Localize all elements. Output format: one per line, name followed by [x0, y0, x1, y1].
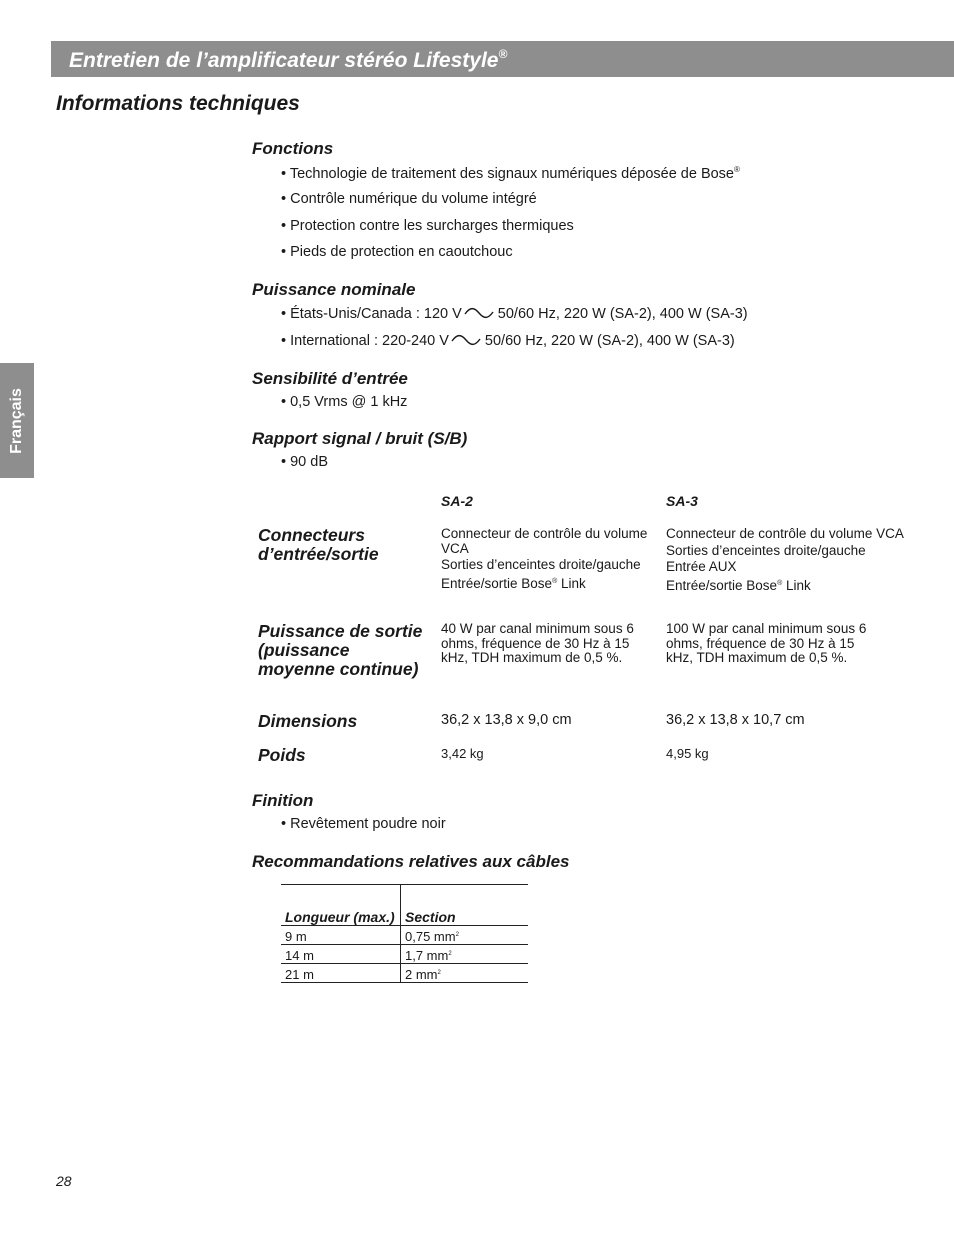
cell-length: 14 m [281, 945, 401, 964]
cell-length: 9 m [281, 926, 401, 945]
spec-connecteurs-sa3: Connecteur de contrôle du volume VCA Sorties d’enceintes droite/gauche Entrée AUX Entrée/sortie Bose® Link [666, 526, 904, 593]
section-title: Informations techniques [56, 92, 300, 115]
list-item: • Protection contre les surcharges thermiques [281, 218, 574, 234]
heading-finition: Finition [252, 791, 314, 810]
list-item: • Revêtement poudre noir [281, 816, 446, 832]
spec-label-puissance-sortie: Puissance de sortie (puissance moyenne continue) [258, 621, 423, 679]
page-number: 28 [56, 1173, 72, 1189]
list-item: • Technologie de traitement des signaux numériques déposée de Bose® [281, 165, 740, 182]
table-row [281, 964, 528, 983]
spec-puissance-sa2: 40 W par canal minimum sous 6 ohms, fréquence de 30 Hz à 15 kHz, TDH maximum de 0,5 %. [441, 621, 634, 665]
ac-wave-icon [451, 334, 481, 346]
heading-fonctions: Fonctions [252, 139, 334, 158]
table-header-row [281, 885, 528, 926]
spec-label-dimensions: Dimensions [258, 711, 358, 731]
list-item: • International : 220-240 V 50/60 Hz, 220 W (SA-2), 400 W (SA-3) [281, 333, 735, 349]
list-item: • Pieds de protection en caoutchouc [281, 244, 513, 260]
spec-poids-sa3: 4,95 kg [666, 746, 709, 761]
spec-dimensions-sa3: 36,2 x 13,8 x 10,7 cm [666, 712, 805, 728]
language-tab-label: Français [8, 387, 25, 454]
heading-sensibilite: Sensibilité d’entrée [252, 369, 408, 388]
spec-connecteurs-sa2: Connecteur de contrôle du volume VCA Sorties d’enceintes droite/gauche Entrée/sortie Bose® Link [441, 526, 648, 591]
language-tab [0, 363, 34, 478]
column-sa2: SA-2 [441, 493, 473, 509]
spec-label-poids: Poids [258, 745, 306, 765]
cell-section: 2 $mm^2$ [401, 964, 529, 983]
column-sa3: SA-3 [666, 493, 698, 509]
cable-table [281, 884, 528, 983]
table-row [281, 926, 528, 945]
cell-section: 0,75 $mm^2$ [401, 926, 529, 945]
cell-section: 1,7 $mm^2$ [401, 945, 529, 964]
header-title: Entretien de l’amplificateur stéréo Lifestyle® [69, 47, 508, 72]
spec-label-connecteurs: Connecteurs d’entrée/sortie [258, 525, 379, 564]
cell-length: 21 m [281, 964, 401, 983]
list-item: • 90 dB [281, 454, 329, 470]
list-item: • Contrôle numérique du volume intégré [281, 191, 537, 207]
list-item: • 0,5 Vrms @ 1 kHz [281, 394, 408, 410]
header-bar [51, 41, 954, 77]
list-item: • États-Unis/Canada : 120 V 50/60 Hz, 220 W (SA-2), 400 W (SA-3) [281, 306, 748, 322]
heading-rapport: Rapport signal / bruit (S/B) [252, 429, 468, 448]
spec-poids-sa2: 3,42 kg [441, 746, 484, 761]
table-row [281, 945, 528, 964]
heading-puissance-nominale: Puissance nominale [252, 280, 416, 299]
spec-dimensions-sa2: 36,2 x 13,8 x 9,0 cm [441, 712, 572, 728]
column-length: Longueur (max.) [281, 885, 401, 926]
spec-puissance-sa3: 100 W par canal minimum sous 6 ohms, fréquence de 30 Hz à 15 kHz, TDH maximum de 0,5 %. [666, 621, 867, 665]
ac-wave-icon [464, 307, 494, 319]
heading-cables: Recommandations relatives aux câbles [252, 852, 570, 871]
column-section: Section [401, 885, 529, 926]
